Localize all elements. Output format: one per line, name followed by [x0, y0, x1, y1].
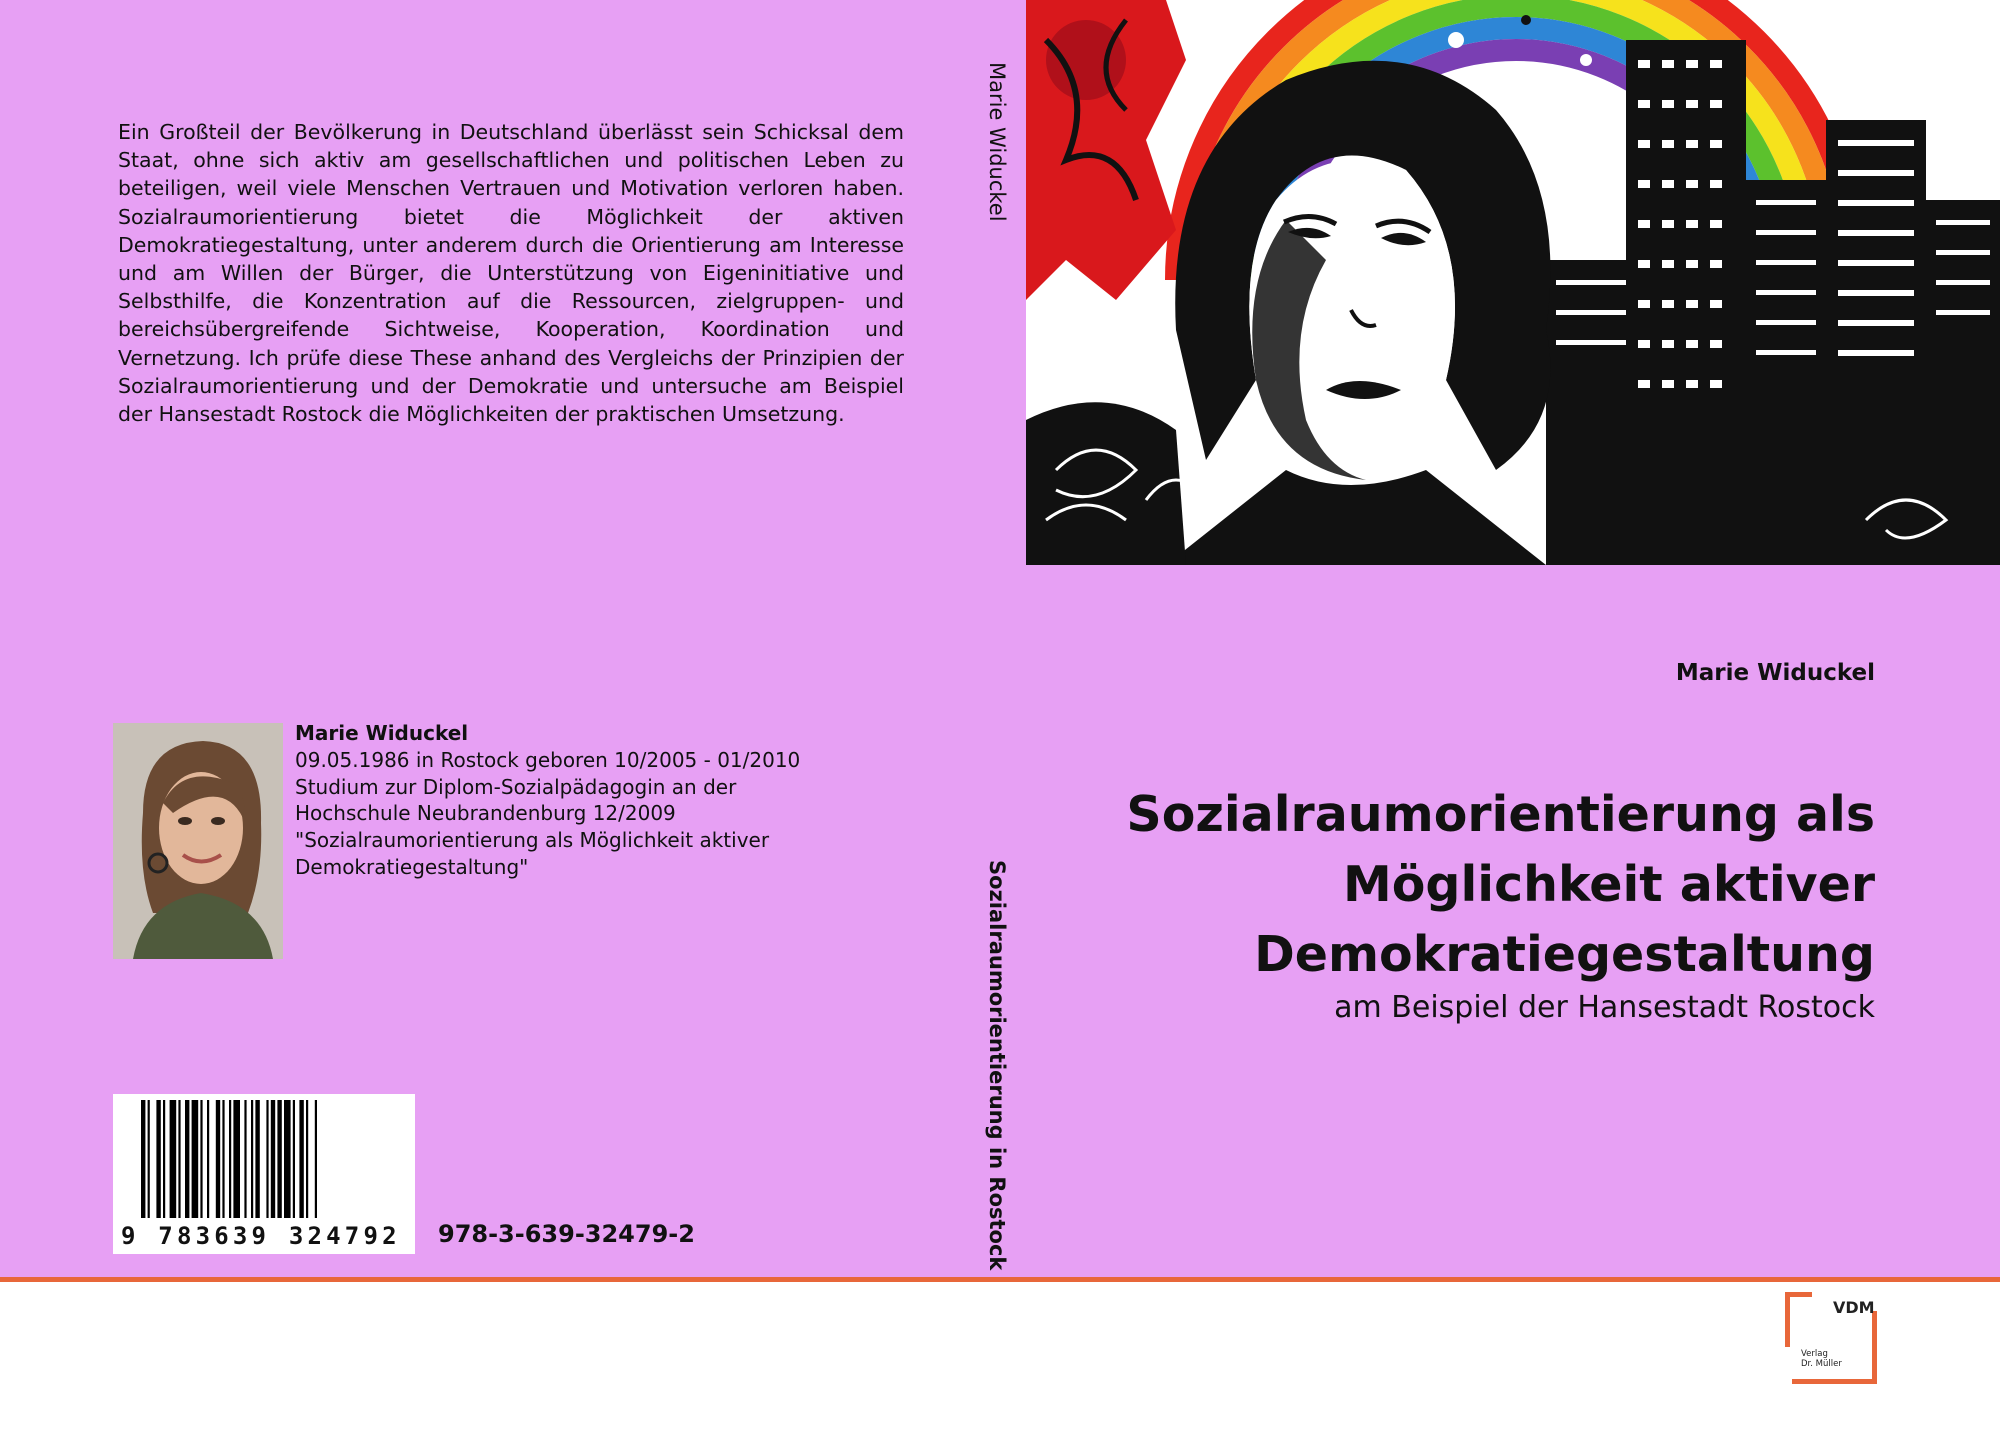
- isbn-number: 978-3-639-32479-2: [438, 1220, 695, 1248]
- verlag-line: Verlag: [1801, 1349, 1828, 1359]
- title-line: Demokratiegestaltung: [1254, 926, 1875, 983]
- spine-title: Sozialraumorientierung in Rostock: [985, 860, 1009, 1271]
- barcode-digits: 9 783639 324792: [121, 1222, 401, 1250]
- bio-line: Demokratiegestaltung": [295, 854, 529, 879]
- publisher-logo: [1785, 1292, 1877, 1384]
- bio-line: Studium zur Diplom-Sozialpädagogin an der: [295, 774, 737, 799]
- accent-divider: [0, 1277, 2000, 1282]
- barcode-bars: [113, 1094, 415, 1224]
- author-bio: [295, 720, 800, 881]
- verlag-line: Dr. Müller: [1801, 1358, 1842, 1369]
- bio-line: 09.05.1986 in Rostock geboren 10/2005 - 01/2010: [295, 747, 801, 772]
- author-portrait: [113, 723, 283, 959]
- back-blurb: Ein Großteil der Bevölkerung in Deutschland überlässt sein Schicksal dem Staat, ohne sich aktiv am gesellschaftlichen und politischen Leben zu beteiligen, weil viele Menschen Vertrauen und Motivation verloren haben. Sozialraumorientierung bietet die Möglichkeit der aktiven Demokratiegestaltung, unter anderem durch die Orientierung am Interesse und am Willen der Bürger, die Unterstützung von Eigeninitiative und Selbsthilfe, die Konzentration auf die Ressourcen, zielgruppen- und bereichsübergreifende Sichtweise, Kooperation, Koordination und Vernetzung. Ich prüfe diese These anhand des Vergleichs der Prinzipien der Sozialraumorientierung und der Demokratie und untersuche am Beispiel der Hansestadt Rostock die Möglichkeiten der praktischen Umsetzung.: [118, 120, 904, 427]
- title-line: Möglichkeit aktiver: [1342, 856, 1875, 913]
- logo-bracket-bottom: [1792, 1311, 1877, 1384]
- logo-verlag: [1801, 1350, 1842, 1369]
- logo-text: VDM: [1833, 1298, 1875, 1317]
- spine-author: Marie Widuckel: [985, 62, 1009, 222]
- woman-city-rainbow-illustration: [1026, 0, 2000, 565]
- author-photo: [113, 723, 283, 959]
- book-title: [975, 780, 1875, 990]
- book-subtitle: am Beispiel der Hansestadt Rostock: [1334, 990, 1875, 1025]
- barcode: [113, 1094, 415, 1254]
- cover-illustration: [1026, 0, 2000, 565]
- bio-name: Marie Widuckel: [295, 721, 469, 745]
- front-author: Marie Widuckel: [1675, 660, 1875, 686]
- title-line: Sozialraumorientierung als: [1126, 786, 1875, 843]
- bio-line: Hochschule Neubrandenburg 12/2009: [295, 801, 676, 826]
- bio-line: "Sozialraumorientierung als Möglichkeit aktiver: [295, 828, 770, 853]
